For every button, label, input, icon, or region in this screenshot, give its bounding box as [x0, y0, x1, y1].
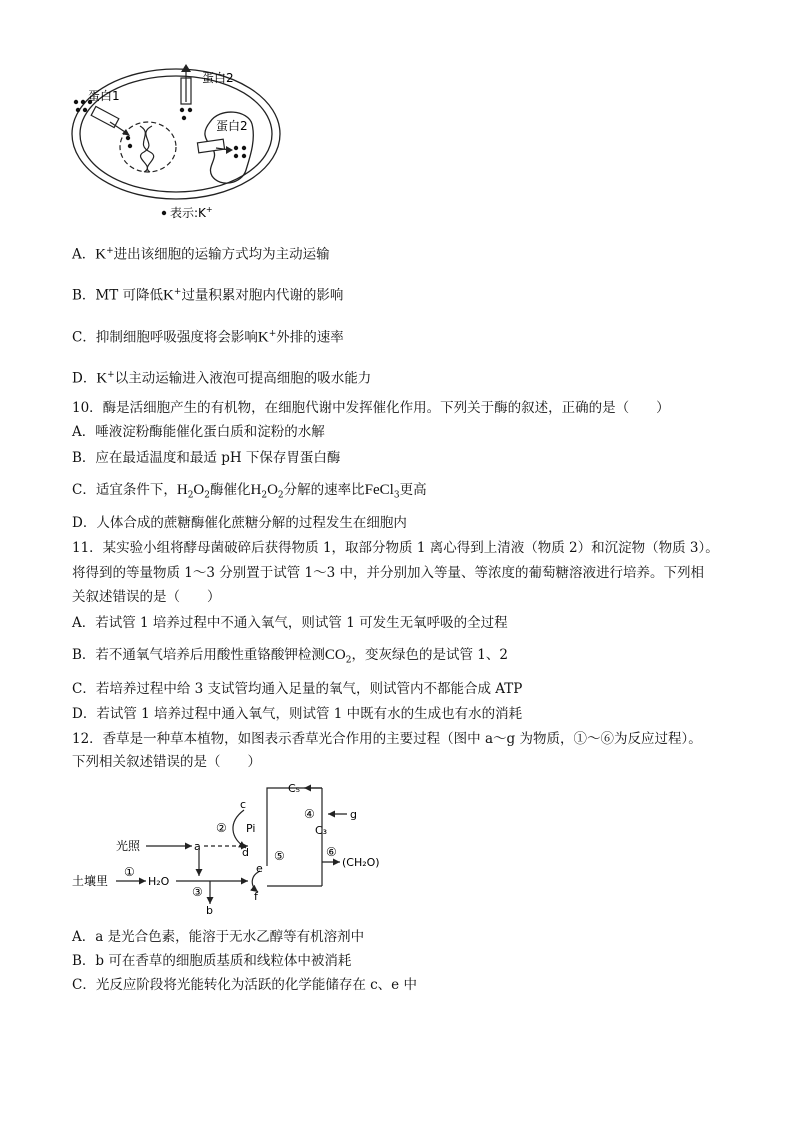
label-c5: C₅: [288, 782, 301, 795]
q12-option-b: B．b 可在香草的细胞质基质和线粒体中被消耗: [72, 953, 352, 969]
label-step1: ①: [124, 865, 135, 879]
label-water: H₂O: [148, 875, 170, 888]
label-light: 光照: [116, 839, 141, 853]
label-pi: Pi: [246, 822, 256, 835]
protein1-channel: [91, 106, 119, 127]
protein2-vacuole-label: 蛋白2: [216, 119, 248, 133]
q11-option-a: A．若试管 1 培养过程中不通入氧气，则试管 1 可发生无氧呼吸的全过程: [72, 615, 508, 631]
label-e: e: [256, 862, 263, 875]
q12-stem-line1: 12．香草是一种草本植物，如图表示香草光合作用的主要过程（图中 a～g 为物质，①～⑥为反应过程）。: [72, 731, 702, 747]
protein2-top-label: 蛋白2: [202, 71, 234, 85]
q12-stem-line2: 下列相关叙述错误的是（ ）: [72, 754, 261, 770]
protein1-label: 蛋白1: [88, 89, 120, 103]
label-a: a: [194, 840, 201, 853]
q10-option-d: D．人体合成的蔗糖酶催化蔗糖分解的过程发生在细胞内: [72, 515, 407, 531]
label-step3: ③: [192, 885, 203, 899]
q11-option-d: D．若试管 1 培养过程中通入氧气，则试管 1 中既有水的生成也有水的消耗: [72, 706, 523, 722]
label-c: c: [240, 798, 247, 811]
q11-option-b: B．若不通氧气培养后用酸性重铬酸钾检测$CO_2$，变灰绿色的是试管 1、2: [72, 647, 508, 666]
protein1-arrowhead: [122, 129, 130, 136]
legend-text: 表示:K+: [170, 205, 213, 220]
label-f: f: [254, 890, 258, 903]
cell-diagram: [70, 62, 282, 222]
label-g: g: [350, 808, 357, 821]
q12-option-a: A．a 是光合色素，能溶于无水乙醇等有机溶剂中: [72, 929, 365, 945]
photosynthesis-diagram: [72, 776, 384, 916]
q9-option-b: B．MT 可降低K+过量积累对胞内代谢的影响: [72, 287, 344, 304]
label-step2: ②: [216, 821, 227, 835]
protein2-vacuole-arrowhead: [226, 146, 233, 154]
q11-stem-line1: 11．某实验小组将酵母菌破碎后获得物质 1，取部分物质 1 离心得到上清液（物质 2）和沉淀物（物质 3）。: [72, 540, 719, 556]
q10-stem: 10．酶是活细胞产生的有机物，在细胞代谢中发挥催化作用。下列关于酶的叙述，正确的是（ ）: [72, 400, 670, 416]
q11-stem-line2: 将得到的等量物质 1～3 分别置于试管 1～3 中，并分别加入等量、等浓度的葡萄糖溶液进行培养。下列相: [72, 565, 705, 581]
label-d: d: [242, 846, 249, 859]
q10-option-a: A．唾液淀粉酶能催化蛋白质和淀粉的水解: [72, 424, 325, 440]
label-soil: 土壤里: [72, 874, 109, 888]
label-step6: ⑥: [326, 845, 337, 859]
label-c3: C₃: [315, 824, 328, 837]
q12-option-c: C．光反应阶段将光能转化为活跃的化学能储存在 c、e 中: [72, 977, 417, 993]
legend-dot: [162, 211, 166, 215]
q11-option-c: C．若培养过程中给 3 支试管均通入足量的氧气，则试管内不都能合成 ATP: [72, 681, 523, 697]
q9-option-d: D．K+以主动运输进入液泡可提高细胞的吸水能力: [72, 370, 372, 387]
protein2-vacuole-channel: [197, 139, 224, 153]
q9-option-c: C．抑制细胞呼吸强度将会影响K+外排的速率: [72, 329, 344, 346]
label-ch2o: (CH₂O): [342, 856, 380, 869]
q11-stem-line3: 关叙述错误的是（ ）: [72, 589, 221, 605]
label-step5: ⑤: [274, 849, 285, 863]
c-d-arc: [233, 810, 246, 848]
q9-option-a: A．K+进出该细胞的运输方式均为主动运输: [72, 246, 330, 263]
label-b: b: [206, 904, 213, 916]
q10-option-c: C．适宜条件下，$H_2O_2$酶催化$H_2O_2$分解的速率比FeCl$_3$更高: [72, 482, 427, 501]
label-step4: ④: [304, 807, 315, 821]
protein2-top-arrowhead: [181, 64, 191, 72]
q10-option-b: B．应在最适温度和最适 pH 下保存胃蛋白酶: [72, 450, 341, 466]
